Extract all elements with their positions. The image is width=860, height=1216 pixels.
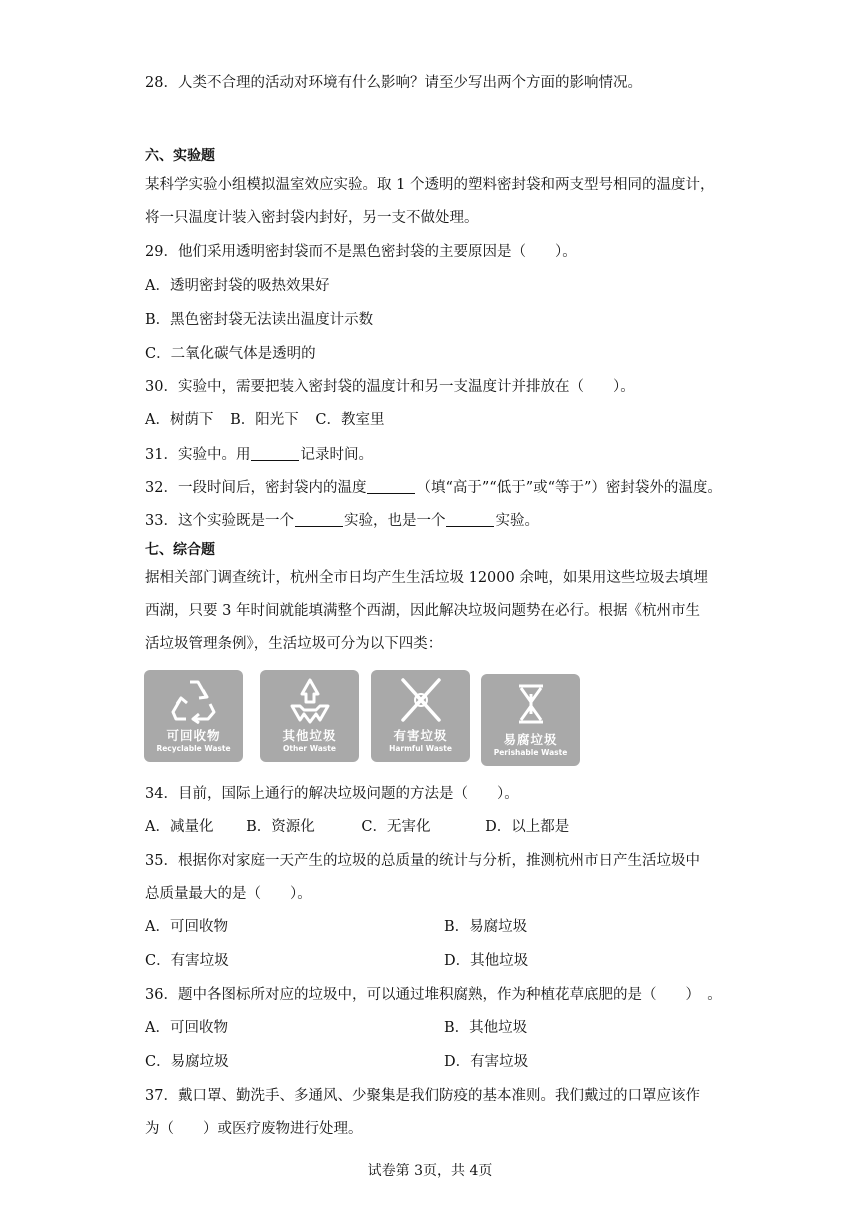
bin-recyclable <box>144 670 243 762</box>
q31-blank[interactable] <box>251 446 299 461</box>
q33 <box>145 511 539 531</box>
bin-harmful <box>371 670 470 762</box>
bin-label-cn: 有害垃圾 <box>393 728 448 743</box>
section-7-heading: 七、综合题 <box>145 542 215 558</box>
q32 <box>145 478 722 498</box>
q29-option-a[interactable]: A．透明密封袋的吸热效果好 <box>145 278 330 294</box>
section-6-heading: 六、实验题 <box>145 148 215 164</box>
q32-post: （填“高于”“低于”或“等于”）密封袋外的温度。 <box>416 480 722 496</box>
q37-line-2: 为（ ）或医疗废物进行处理。 <box>145 1121 363 1137</box>
bin-label-en: Other Waste <box>283 744 336 753</box>
q33-mid: 实验，也是一个 <box>343 513 446 529</box>
q31-pre: 31．实验中。用 <box>145 447 251 463</box>
q30-option-c[interactable]: C．教室里 <box>315 412 385 428</box>
intro-7-line-2: 西湖，只要 3 年时间就能填满整个西湖，因此解决垃圾问题势在必行。根据《杭州市生 <box>145 603 700 619</box>
bin-label-en: Recyclable Waste <box>156 744 231 753</box>
q36-stem: 36．题中各图标所对应的垃圾中，可以通过堆积腐熟，作为种植花草底肥的是（ ） 。 <box>145 987 722 1003</box>
q29-stem: 29．他们采用透明密封袋而不是黑色密封袋的主要原因是（ ）。 <box>145 244 577 260</box>
intro-6-line-1: 某科学实验小组模拟温室效应实验。取 1 个透明的塑料密封袋和两支型号相同的温度计， <box>145 177 715 193</box>
bin-other <box>260 670 359 762</box>
q30-stem: 30．实验中，需要把装入密封袋的温度计和另一支温度计并排放在（ ）。 <box>145 379 635 395</box>
intro-7-line-3: 活垃圾管理条例》，生活垃圾可分为以下四类： <box>145 636 443 652</box>
q32-pre: 32．一段时间后，密封袋内的温度 <box>145 480 367 496</box>
q29-option-b[interactable]: B．黑色密封袋无法读出温度计示数 <box>145 312 374 328</box>
q33-pre: 33．这个实验既是一个 <box>145 513 294 529</box>
other-waste-icon <box>284 676 336 724</box>
page-footer: 试卷第 3页，共 4页 <box>367 1163 493 1179</box>
q35-stem-line-1: 35．根据你对家庭一天产生的垃圾的总质量的统计与分析，推测杭州市日产生活垃圾中 <box>145 853 700 869</box>
bin-label-cn: 可回收物 <box>166 728 221 743</box>
q35-option-d[interactable]: D．其他垃圾 <box>444 953 529 969</box>
q31 <box>145 445 373 465</box>
q34-option-c[interactable]: C．无害化 <box>361 819 431 835</box>
bin-label-cn: 易腐垃圾 <box>503 732 558 747</box>
recycle-icon <box>168 676 220 724</box>
q36-option-a[interactable]: A．可回收物 <box>145 1020 228 1036</box>
bin-perishable <box>481 674 580 766</box>
bin-label-en: Perishable Waste <box>493 748 568 757</box>
q28: 28．人类不合理的活动对环境有什么影响？请至少写出两个方面的影响情况。 <box>145 75 642 91</box>
q35-option-b[interactable]: B．易腐垃圾 <box>444 919 528 935</box>
q36-option-c[interactable]: C．易腐垃圾 <box>145 1054 229 1070</box>
q30-option-a[interactable]: A．树荫下 <box>145 412 214 428</box>
q34-option-d[interactable]: D．以上都是 <box>485 819 570 835</box>
q34-options <box>145 817 569 837</box>
q29-option-c[interactable]: C．二氧化碳气体是透明的 <box>145 346 316 362</box>
q33-blank-2[interactable] <box>446 512 494 527</box>
bin-label-en: Harmful Waste <box>389 744 452 753</box>
q33-post: 实验。 <box>495 513 539 529</box>
q35-option-a[interactable]: A．可回收物 <box>145 919 228 935</box>
q34-stem: 34．目前，国际上通行的解决垃圾问题的方法是（ ）。 <box>145 786 519 802</box>
q32-blank[interactable] <box>367 479 415 494</box>
q31-post: 记录时间。 <box>300 447 373 463</box>
waste-category-icons <box>144 670 584 766</box>
q30-options <box>145 410 384 430</box>
q35-stem-line-2: 总质量最大的是（ ）。 <box>145 886 312 902</box>
q35-option-c[interactable]: C．有害垃圾 <box>145 953 229 969</box>
q36-option-b[interactable]: B．其他垃圾 <box>444 1020 528 1036</box>
q34-option-a[interactable]: A．减量化 <box>145 819 214 835</box>
intro-7-line-1: 据相关部门调查统计，杭州全市日均产生生活垃圾 12000 余吨，如果用这些垃圾去填埋 <box>145 570 708 586</box>
q33-blank-1[interactable] <box>295 512 343 527</box>
perishable-waste-icon <box>505 680 557 728</box>
intro-6-line-2: 将一只温度计装入密封袋内封好，另一支不做处理。 <box>145 210 479 226</box>
q34-option-b[interactable]: B．资源化 <box>246 819 315 835</box>
q30-option-b[interactable]: B．阳光下 <box>230 412 299 428</box>
bin-label-cn: 其他垃圾 <box>282 728 337 743</box>
q37-line-1: 37．戴口罩、勤洗手、多通风、少聚集是我们防疫的基本准则。我们戴过的口罩应该作 <box>145 1088 700 1104</box>
q36-option-d[interactable]: D．有害垃圾 <box>444 1054 529 1070</box>
harmful-waste-icon <box>395 676 447 724</box>
